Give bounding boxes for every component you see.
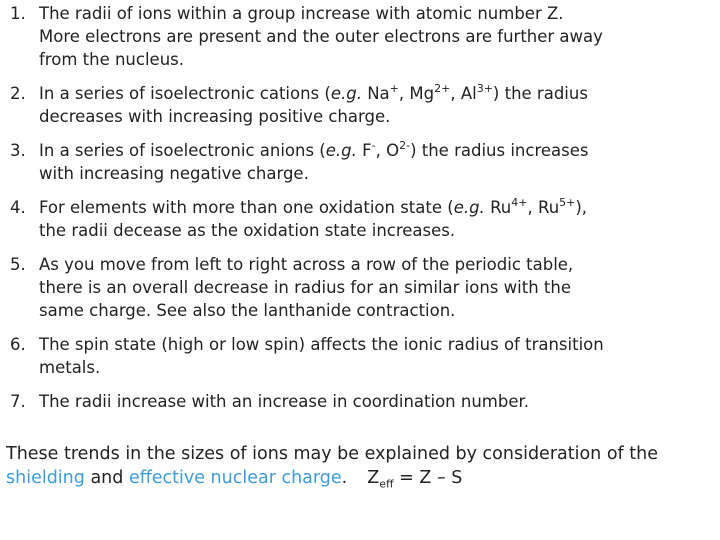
ion-symbol: F [362,141,372,160]
summary-paragraph [6,442,718,490]
item-text [39,253,710,322]
ion-charge: 4+ [511,195,528,209]
item-text [39,333,710,379]
item-line: More electrons are present and the outer electrons are further away [39,27,603,46]
ion-charge: 2+ [434,81,451,95]
item-line: from the nucleus. [39,50,184,69]
ion-symbol: Ru [537,198,560,217]
item-line: decreases with increasing positive charge. [39,107,391,126]
item-number: 2. [10,84,26,103]
item-text [39,2,710,71]
ion-charge: - [371,138,376,152]
item-text [39,139,710,185]
item-line: For elements with more than one oxidation state (e.g. $Ru^{4+}$, $Ru^{5+}$), [39,195,588,217]
zeff-formula: $Z_{eff} = Z - S$ [367,468,463,491]
item-text [39,196,710,242]
ion-charge: 3+ [476,81,493,95]
item-line: As you move from left to right across a row of the periodic table, [39,255,574,274]
ion-symbol: Ru [490,198,512,217]
item-number: 1. [10,4,26,23]
summary-line: shielding and effective nuclear charge. $Z_{eff} = Z - S$ [6,468,463,491]
list-item [10,82,710,128]
item-line: same charge. See also the lanthanide contraction. [39,301,456,320]
item-number: 5. [10,255,26,274]
ion-symbol: Na [367,84,390,103]
item-line: The radii of ions within a group increase with atomic number Z. [39,4,564,23]
list-item [10,139,710,185]
item-number: 6. [10,335,26,354]
summary-line: These trends in the sizes of ions may be explained by consideration of the [6,444,658,464]
item-line: In a series of isoelectronic anions (e.g. F-, $O^{2-}$) the radius increases [39,138,589,160]
trends-list [10,2,710,424]
item-line: there is an overall decrease in radius for an similar ions with the [39,278,571,297]
item-text [39,82,710,128]
ion-charge: + [389,81,399,95]
item-number: 7. [10,392,26,411]
ion-charge: 5+ [559,195,576,209]
item-text [39,390,710,413]
ion-charge: 2- [399,138,411,152]
item-line: the radii decease as the oxidation state increases. [39,221,456,240]
item-number: 4. [10,198,26,217]
list-item [10,253,710,322]
ion-symbol: Mg [409,84,435,103]
effective-nuclear-charge-link[interactable]: effective nuclear charge [128,468,342,488]
ion-symbol: Al [460,84,477,103]
shielding-link[interactable]: shielding [6,468,85,488]
list-item [10,196,710,242]
list-item [10,390,710,413]
item-line: In a series of isoelectronic cations (e.g. Na+, $Mg^{2+}$, $Al^{3+}$) the radius [39,81,588,103]
item-number: 3. [10,141,26,160]
item-line: with increasing negative charge. [39,164,309,183]
ion-symbol: O [386,141,400,160]
item-line: The radii increase with an increase in coordination number. [39,392,530,411]
list-item [10,2,710,71]
list-item [10,333,710,379]
item-line: metals. [39,358,101,377]
item-line: The spin state (high or low spin) affects the ionic radius of transition [39,335,604,354]
